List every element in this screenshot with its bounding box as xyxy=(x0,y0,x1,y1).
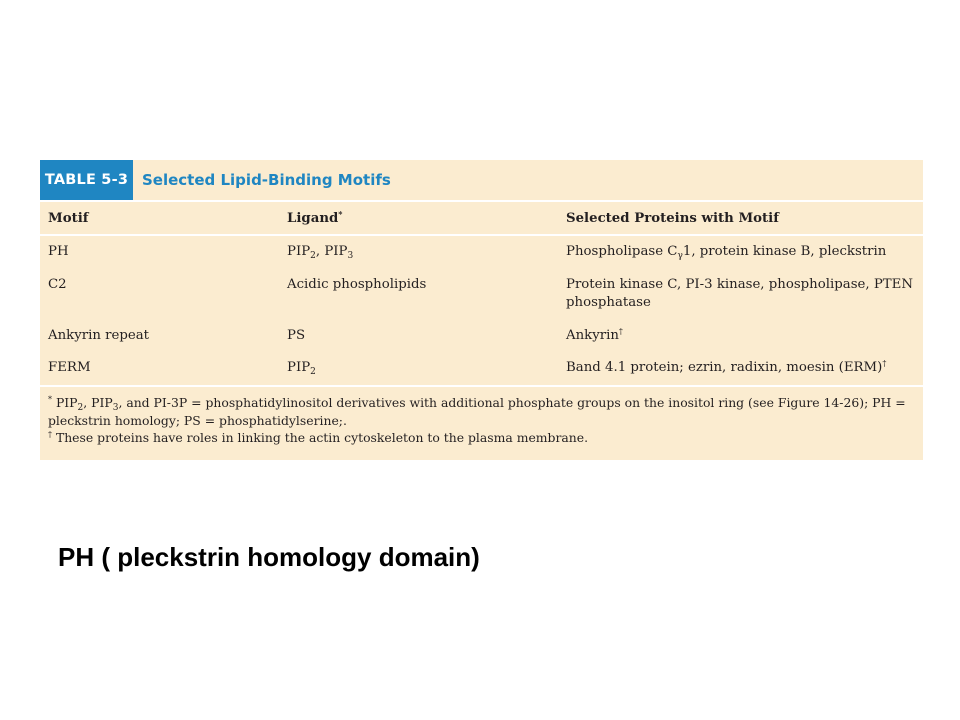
footnote-ligand-definitions-cont: pleckstrin homology; PS = phosphatidylserine;. xyxy=(48,413,347,428)
cell-ligand: $PIP_2$ xyxy=(287,360,316,377)
table-title-bar xyxy=(40,160,923,200)
cell-ligand: $PIP_2$, $PIP_3$ xyxy=(287,244,354,261)
cell-proteins: Protein kinase C, PI-3 kinase, phospholipase, PTEN phosphatase xyxy=(566,277,913,310)
slide-caption: PH ( pleckstrin homology domain) xyxy=(58,542,480,572)
cell-motif: FERM xyxy=(48,360,91,375)
cell-motif: C2 xyxy=(48,277,67,292)
divider xyxy=(40,234,923,236)
cell-motif: Ankyrin repeat xyxy=(48,328,150,343)
column-header-motif: Motif xyxy=(48,211,89,226)
footnote-ligand-definitions: * $PIP_2$, $PIP_3$, and PI-3P = phosphatidylinositol derivatives with additional phosphate groups on the inositol ring (see Figure 14-26); PH = xyxy=(48,395,906,413)
cell-proteins: Phospholipase $C_\gamma 1$, protein kinase B, pleckstrin xyxy=(566,244,887,261)
column-header-ligand: Ligand* xyxy=(287,209,343,226)
cell-proteins: Band 4.1 protein; ezrin, radixin, moesin (ERM)† xyxy=(566,359,887,375)
footnote-dagger: † These proteins have roles in linking the actin cytoskeleton to the plasma membrane. xyxy=(48,430,589,445)
cell-motif: PH xyxy=(48,244,69,259)
cell-ligand: PS xyxy=(287,328,306,343)
cell-ligand: Acidic phospholipids xyxy=(287,277,427,292)
table-title: Selected Lipid-Binding Motifs xyxy=(142,171,391,189)
table-number-label: TABLE 5-3 xyxy=(40,160,133,200)
divider xyxy=(40,200,923,202)
lipid-binding-motifs-table xyxy=(40,160,923,460)
divider xyxy=(40,385,923,387)
column-header-proteins: Selected Proteins with Motif xyxy=(566,211,779,226)
cell-proteins: Ankyrin† xyxy=(566,327,623,343)
